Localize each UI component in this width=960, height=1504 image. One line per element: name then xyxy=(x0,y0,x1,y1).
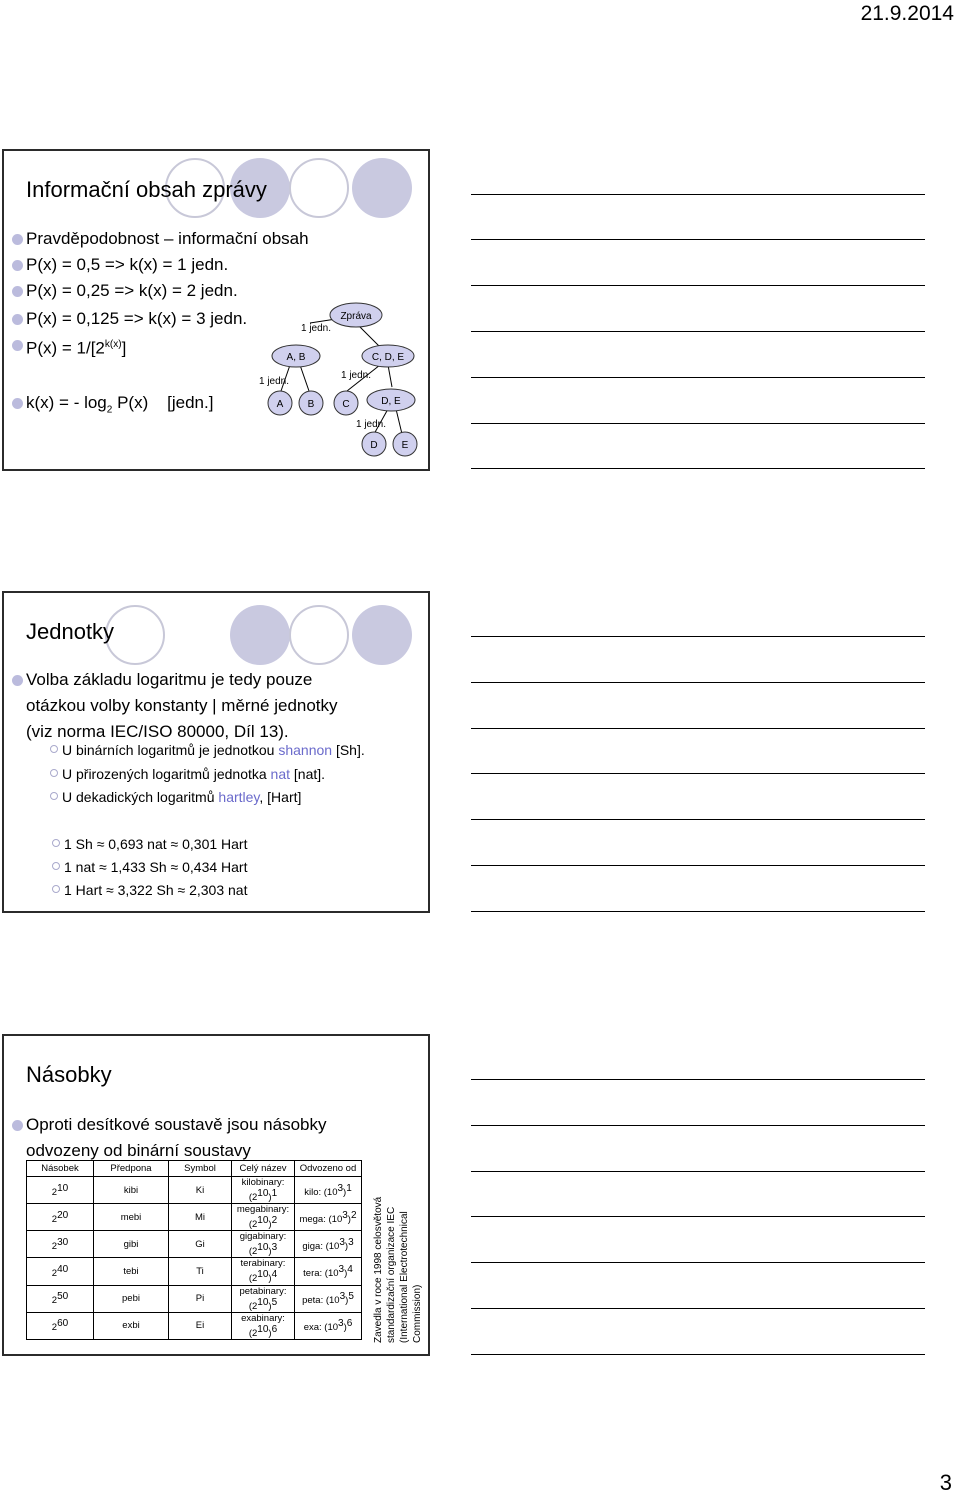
page-number: 3 xyxy=(939,1470,952,1495)
table-header-row xyxy=(27,1161,362,1177)
note-line xyxy=(471,1262,925,1263)
cell-prefix: tebi xyxy=(94,1258,169,1285)
note-line xyxy=(471,773,925,774)
note-line xyxy=(471,468,925,469)
edge-label: 1 jedn. xyxy=(340,370,372,381)
table-row xyxy=(27,1204,362,1231)
message-tree-diagram xyxy=(4,151,428,469)
sub-bullet: U dekadických logaritmů hartley, [Hart] xyxy=(62,786,301,808)
cell-full-name: megabinary: $(2^{10})^2$ xyxy=(232,1204,295,1231)
cell-full-name: petabinary: $(2^{10})^5$ xyxy=(232,1285,295,1312)
note-line xyxy=(471,239,925,240)
node-label: D, E xyxy=(381,396,401,407)
note-line xyxy=(471,1354,925,1355)
note-line xyxy=(471,1079,925,1080)
table-row xyxy=(27,1285,362,1312)
cell-prefix: mebi xyxy=(94,1204,169,1231)
cell-multiple: $2^{20}$ xyxy=(27,1204,94,1231)
cell-full-name: exabinary: $(2^{10})^6$ xyxy=(232,1312,295,1339)
note-line xyxy=(471,819,925,820)
note-line xyxy=(471,728,925,729)
cell-multiple: $2^{30}$ xyxy=(27,1231,94,1258)
tree-edge xyxy=(388,365,392,387)
note-line xyxy=(471,682,925,683)
table-row xyxy=(27,1177,362,1204)
node-label: Zpráva xyxy=(340,311,372,322)
cell-prefix: kibi xyxy=(94,1177,169,1204)
bullet: k(x) = - $\log_2 P(x)$ [jedn.] xyxy=(26,390,213,423)
tree-edge xyxy=(396,409,402,434)
column-header: Předpona xyxy=(94,1161,169,1177)
slide-title: Násobky xyxy=(26,1062,112,1087)
conversion-line: 1 Sh ≈ 0,693 nat ≈ 0,301 Hart xyxy=(64,833,247,855)
column-header: Celý název xyxy=(232,1161,295,1177)
slide-jednotky xyxy=(2,591,430,913)
node-label: C, D, E xyxy=(371,352,405,363)
binary-prefix-table xyxy=(26,1160,362,1340)
bullet: Volba základu logaritmu je tedy pouze otázkou volby konstanty | měrné jednotky (viz norma IEC/ISO 80000, Díl 13). xyxy=(26,667,338,745)
cell-full-name: gigabinary: $(2^{10})^3$ xyxy=(232,1231,295,1258)
page-date: 21.9.2014 xyxy=(860,2,954,25)
note-line xyxy=(471,285,925,286)
column-header: Odvozeno od xyxy=(295,1161,362,1177)
table-row xyxy=(27,1231,362,1258)
cell-prefix: pebi xyxy=(94,1285,169,1312)
decor-circle xyxy=(352,605,412,665)
cell-full-name: kilobinary: $(2^{10})^1$ xyxy=(232,1177,295,1204)
iec-note: Zavedla v roce 1998 celosvětová standardizační organizace IEC (International Electrotechnical Commission) xyxy=(373,1196,423,1343)
node-label: B xyxy=(307,399,315,410)
note-line xyxy=(471,1308,925,1309)
cell-derived: tera: $(10^3)^4$ xyxy=(295,1258,362,1285)
bullet: Pravděpodobnost – informační obsah xyxy=(26,226,309,252)
cell-multiple: $2^{40}$ xyxy=(27,1258,94,1285)
note-line xyxy=(471,636,925,637)
decor-circle xyxy=(289,605,349,665)
cell-multiple: $2^{50}$ xyxy=(27,1285,94,1312)
note-line xyxy=(471,377,925,378)
cell-multiple: $2^{10}$ xyxy=(27,1177,94,1204)
sub-bullet: U binárních logaritmů je jednotkou shannon [Sh]. xyxy=(62,739,365,761)
cell-multiple: $2^{60}$ xyxy=(27,1312,94,1339)
node-label: D xyxy=(370,440,378,451)
bullet: $P(x) = 1/[2^{k(x)}]$ xyxy=(26,332,126,362)
note-line xyxy=(471,865,925,866)
cell-prefix: gibi xyxy=(94,1231,169,1258)
slide-title: Informační obsah zprávy xyxy=(26,177,267,202)
slide-informacni-obsah xyxy=(2,149,430,471)
edge-label: 1 jedn. xyxy=(258,376,290,387)
cell-symbol: Ki xyxy=(169,1177,232,1204)
note-line xyxy=(471,911,925,912)
bullet: P(x) = 0,25 => k(x) = 2 jedn. xyxy=(26,278,238,304)
note-line xyxy=(471,194,925,195)
edge-label: 1 jedn. xyxy=(355,419,387,430)
cell-symbol: Mi xyxy=(169,1204,232,1231)
slide-nasobky xyxy=(2,1034,430,1356)
decor-circle xyxy=(230,605,290,665)
node-label: E xyxy=(401,440,409,451)
edge-label: 1 jedn. xyxy=(300,323,332,334)
column-header: Násobek xyxy=(27,1161,94,1177)
note-line xyxy=(471,423,925,424)
bullet: P(x) = 0,125 => k(x) = 3 jedn. xyxy=(26,306,247,332)
note-line xyxy=(471,331,925,332)
cell-prefix: exbi xyxy=(94,1312,169,1339)
note-line xyxy=(471,1171,925,1172)
cell-derived: exa: $(10^3)^6$ xyxy=(295,1312,362,1339)
cell-derived: peta: $(10^3)^5$ xyxy=(295,1285,362,1312)
tree-edge xyxy=(300,365,309,391)
bullet: Oproti desítkové soustavě jsou násobky odvozeny od binární soustavy xyxy=(26,1112,327,1164)
node-label: A xyxy=(276,399,284,410)
column-header: Symbol xyxy=(169,1161,232,1177)
conversion-line: 1 nat ≈ 1,433 Sh ≈ 0,434 Hart xyxy=(64,856,247,878)
cell-symbol: Ei xyxy=(169,1312,232,1339)
bullet: P(x) = 0,5 => k(x) = 1 jedn. xyxy=(26,252,228,278)
sub-bullet: U přirozených logaritmů jednotka nat [nat]. xyxy=(62,763,325,785)
cell-symbol: Pi xyxy=(169,1285,232,1312)
cell-symbol: Gi xyxy=(169,1231,232,1258)
note-line xyxy=(471,1125,925,1126)
conversion-line: 1 Hart ≈ 3,322 Sh ≈ 2,303 nat xyxy=(64,879,247,901)
cell-symbol: Ti xyxy=(169,1258,232,1285)
table-row xyxy=(27,1312,362,1339)
cell-derived: mega: $(10^3)^2$ xyxy=(295,1204,362,1231)
cell-full-name: terabinary: $(2^{10})^4$ xyxy=(232,1258,295,1285)
cell-derived: kilo: $(10^3)^1$ xyxy=(295,1177,362,1204)
node-label: C xyxy=(342,399,350,410)
cell-derived: giga: $(10^3)^3$ xyxy=(295,1231,362,1258)
node-label: A, B xyxy=(286,352,306,363)
note-line xyxy=(471,1216,925,1217)
table-row xyxy=(27,1258,362,1285)
slide-title: Jednotky xyxy=(26,619,115,644)
